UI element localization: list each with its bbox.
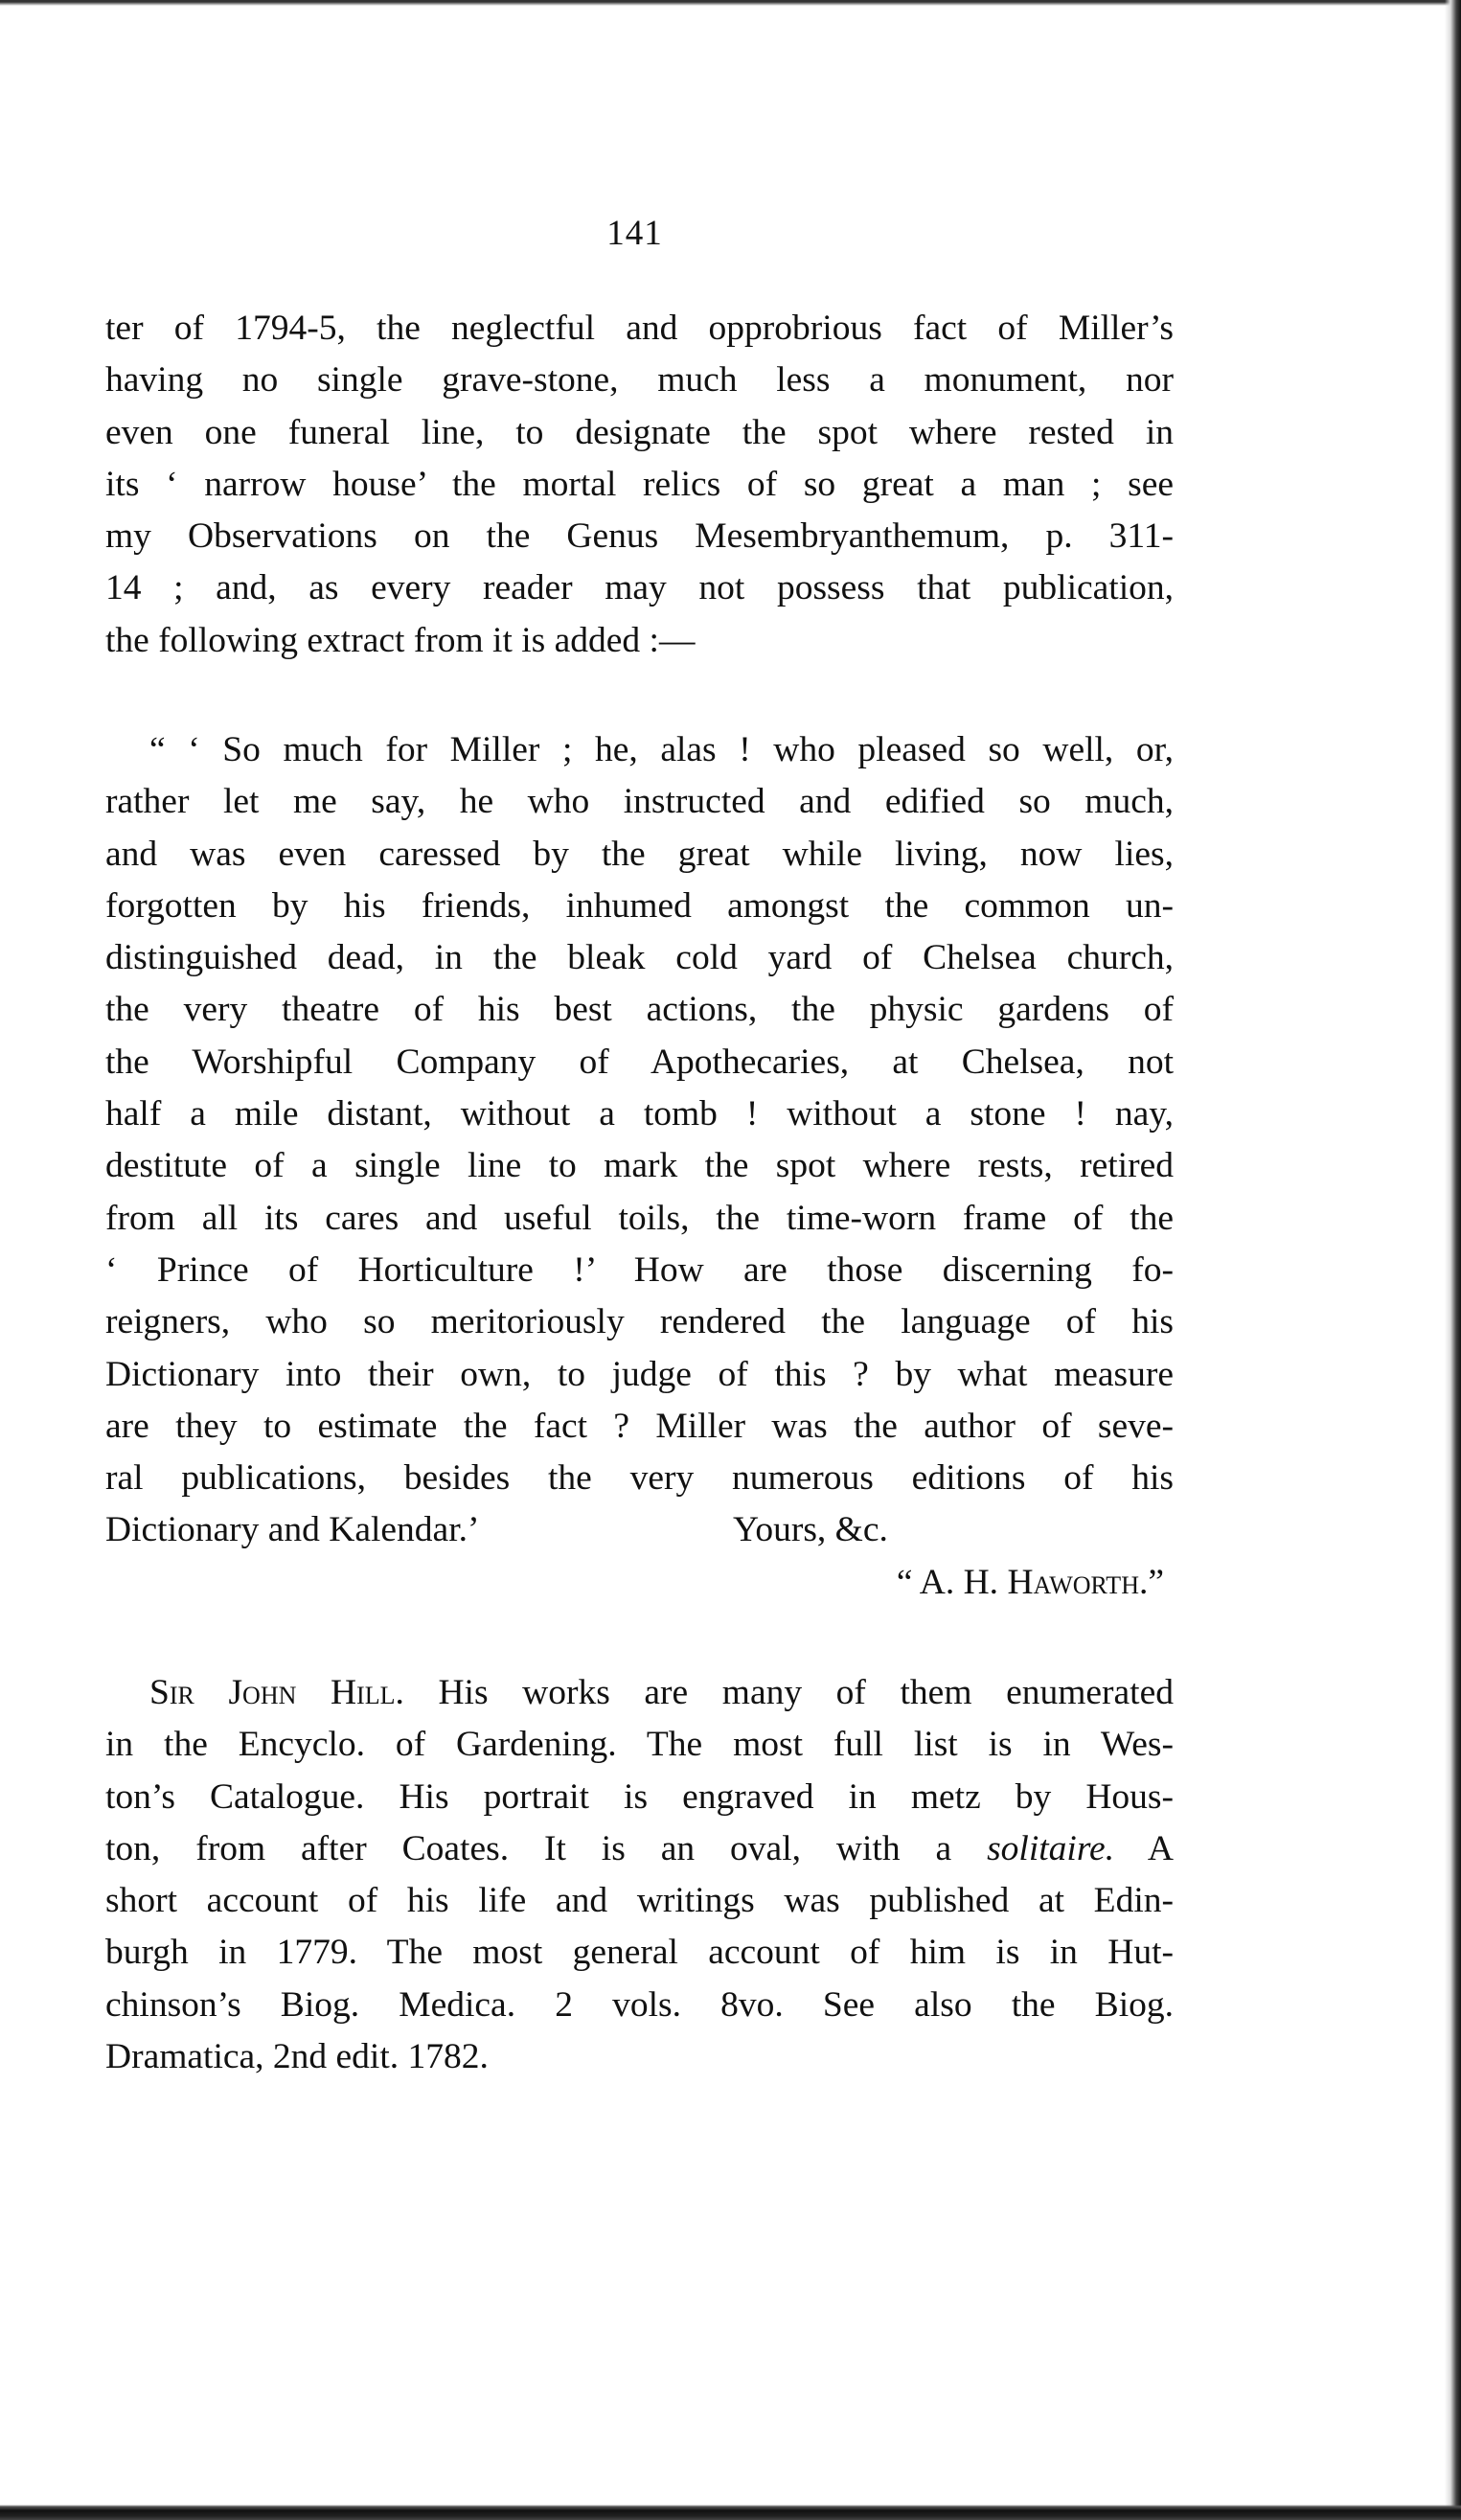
quote-line: distinguished dead, in the bleak cold yard of Chelsea church, — [105, 938, 1174, 978]
letter-valediction: Yours, &c. — [733, 1510, 888, 1550]
text-line: having no single grave-stone, much less a monument, nor — [105, 360, 1174, 401]
entry-text: His works are many of them enumerated — [403, 1673, 1174, 1712]
entry-italic-term: solitaire. — [987, 1828, 1115, 1868]
quote-closing-row — [105, 1504, 1174, 1556]
quotation-block — [105, 724, 1174, 1609]
text-line: its ‘ narrow house’ the mortal relics of so great a man ; see — [105, 464, 1174, 504]
quote-line: the very theatre of his best actions, the physic gardens of — [105, 990, 1174, 1030]
entry-text: ton, from after Coates. It is an oval, with a — [105, 1828, 988, 1868]
page-bottom-edge — [0, 2487, 1461, 2520]
quote-line: Dictionary into their own, to judge of this ? by what measure — [105, 1354, 1174, 1394]
entry-line: in the Encyclo. of Gardening. The most full list is in Wes- — [105, 1725, 1174, 1765]
page-binding-edge — [1445, 0, 1461, 2520]
entry-line: short account of his life and writings was published at Edin- — [105, 1881, 1174, 1921]
text-line: the following extract from it is added :— — [105, 620, 696, 660]
entry-text: A — [1114, 1828, 1175, 1868]
signature-prefix: “ A. H. — [896, 1562, 1008, 1602]
quote-line: ‘ Prince of Horticulture !’ How are those discerning fo- — [105, 1249, 1174, 1290]
entry-line: burgh in 1779. The most general account of him is in Hut- — [105, 1933, 1174, 1973]
quote-line: the Worshipful Company of Apothecaries, at Chelsea, not — [105, 1042, 1174, 1082]
quote-line: rather let me say, he who instructed and edified so much, — [105, 782, 1174, 822]
entry-line: Dramatica, 2nd edit. 1782. — [105, 2037, 489, 2077]
quote-line: half a mile distant, without a tomb ! without a stone ! nay, — [105, 1094, 1174, 1134]
quote-line: destitute of a single line to mark the spot where rests, retired — [105, 1146, 1174, 1186]
entry-line: ton’s Catalogue. His portrait is engraved in metz by Hous- — [105, 1776, 1174, 1817]
quote-line: forgotten by his friends, inhumed amongst the common un- — [105, 885, 1174, 926]
entry-first-line — [105, 1667, 1174, 1719]
entry-sir-john-hill — [105, 1667, 1174, 2083]
entry-line — [105, 1823, 1174, 1875]
page-top-edge — [0, 0, 1461, 6]
letter-signature — [105, 1557, 1174, 1609]
paragraph-continuation — [105, 303, 1174, 667]
text-line: my Observations on the Genus Mesembryanthemum, p. 311- — [105, 516, 1174, 557]
signature-surname: Haworth.” — [1007, 1562, 1164, 1602]
text-line: 14 ; and, as every reader may not possess that publication, — [105, 568, 1174, 608]
quote-line: from all its cares and useful toils, the time-worn frame of the — [105, 1198, 1174, 1238]
quote-line: “ ‘ So much for Miller ; he, alas ! who pleased so well, or, — [149, 730, 1174, 769]
page-number: 141 — [606, 214, 663, 253]
quote-line: reigners, who so meritoriously rendered the language of his — [105, 1302, 1174, 1342]
entry-line: chinson’s Biog. Medica. 2 vols. 8vo. See also the Biog. — [105, 1984, 1174, 2025]
quote-closing-text: Dictionary and Kalendar.’ — [105, 1510, 480, 1550]
quote-line: and was even caressed by the great while living, now lies, — [105, 834, 1174, 874]
text-line: even one funeral line, to designate the spot where rested in — [105, 412, 1174, 452]
quote-line: are they to estimate the fact ? Miller was the author of seve- — [105, 1406, 1174, 1446]
text-line: ter of 1794-5, the neglectful and opprobrious fact of Miller’s — [105, 309, 1174, 348]
entry-heading-name: Sir John Hill. — [149, 1673, 404, 1712]
quote-line: ral publications, besides the very numerous editions of his — [105, 1458, 1174, 1499]
